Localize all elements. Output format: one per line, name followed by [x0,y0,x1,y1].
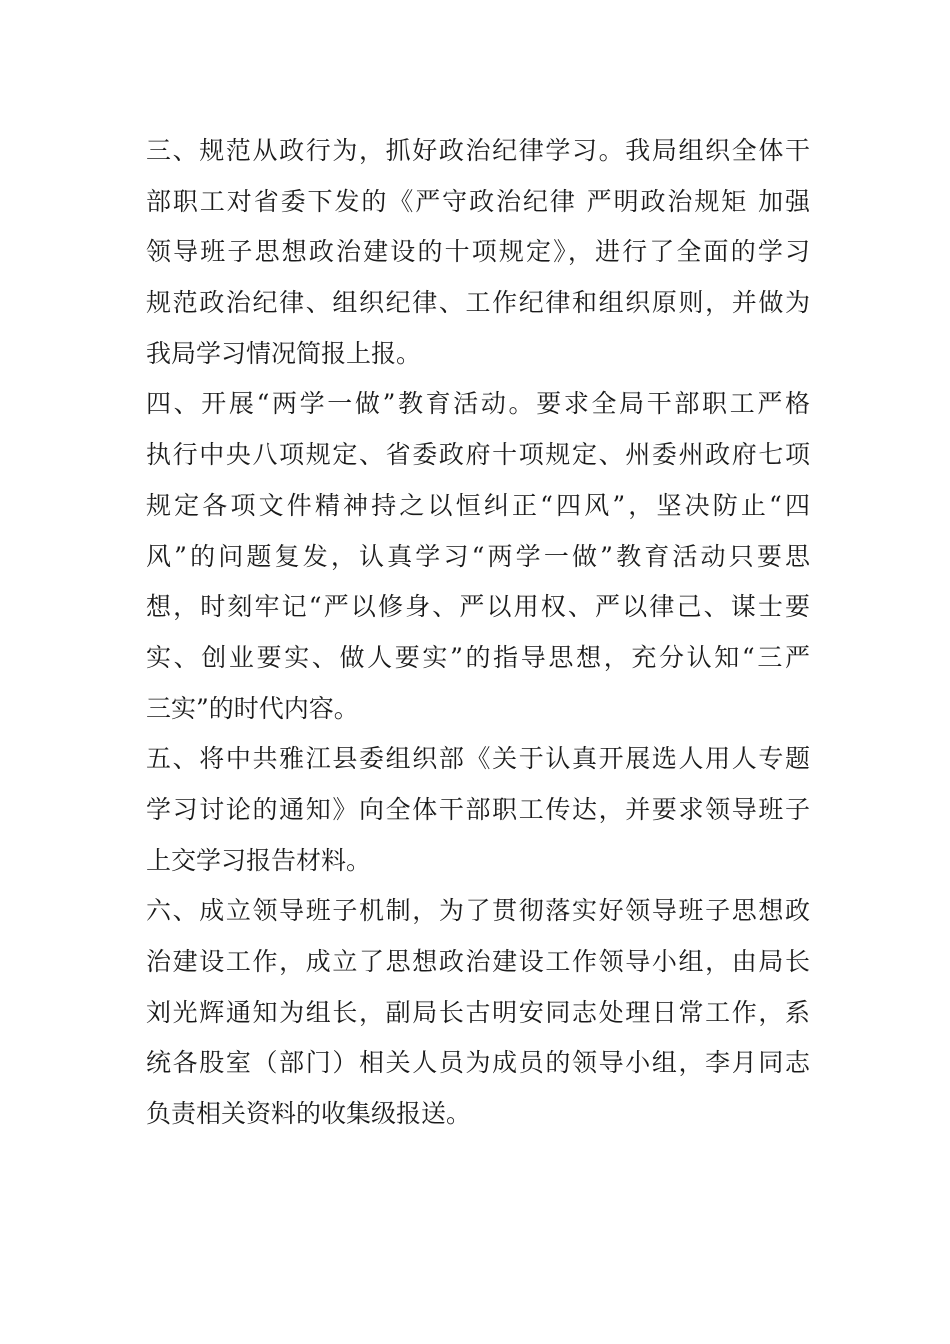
text-line: 三、规范从政行为，抓好政治纪律学习。我局组织全体干 [146,136,810,165]
text-line: 上交学习报告材料。 [146,845,372,875]
text-line: 风”的问题复发，认真学习“两学一做”教育活动只要思 [146,541,810,571]
text-line: 想，时刻牢记“严以修身、严以用权、严以律己、谋士要 [146,592,810,622]
paragraph-3 [146,126,810,379]
document-body [146,126,810,1140]
text-line: 实、创业要实、做人要实”的指导思想，充分认知“三严 [146,642,810,672]
text-line: 我局学习情况简报上报。 [146,338,422,368]
text-line: 三实”的时代内容。 [146,693,359,723]
text-line: 执行中央八项规定、省委政府十项规定、州委州政府七项 [146,440,810,470]
text-line: 领导班子思想政治建设的十项规定》，进行了全面的学习 [146,237,810,267]
text-line: 四、开展“两学一做”教育活动。要求全局干部职工严格 [146,389,810,419]
text-line: 统各股室（部门）相关人员为成员的领导小组，李月同志 [146,1048,810,1078]
text-line: 治建设工作，成立了思想政治建设工作领导小组，由局长 [146,947,810,976]
paragraph-6 [146,886,810,1139]
paragraph-4 [146,379,810,734]
text-line: 规定各项文件精神持之以恒纠正“四风”，坚决防止“四 [146,490,810,520]
text-line: 负责相关资料的收集级报送。 [146,1099,472,1129]
text-line: 刘光辉通知为组长，副局长古明安同志处理日常工作，系 [146,997,810,1027]
text-line: 规范政治纪律、组织纪律、工作纪律和组织原则，并做为 [146,288,810,318]
text-line: 学习讨论的通知》向全体干部职工传达，并要求领导班子 [146,794,810,824]
text-line: 五、将中共雅江县委组织部《关于认真开展选人用人专题 [146,744,810,774]
text-line: 部职工对省委下发的《严守政治纪律 严明政治规矩 加强 [146,186,810,216]
paragraph-5 [146,734,810,886]
text-line: 六、成立领导班子机制，为了贯彻落实好领导班子思想政 [146,896,810,926]
